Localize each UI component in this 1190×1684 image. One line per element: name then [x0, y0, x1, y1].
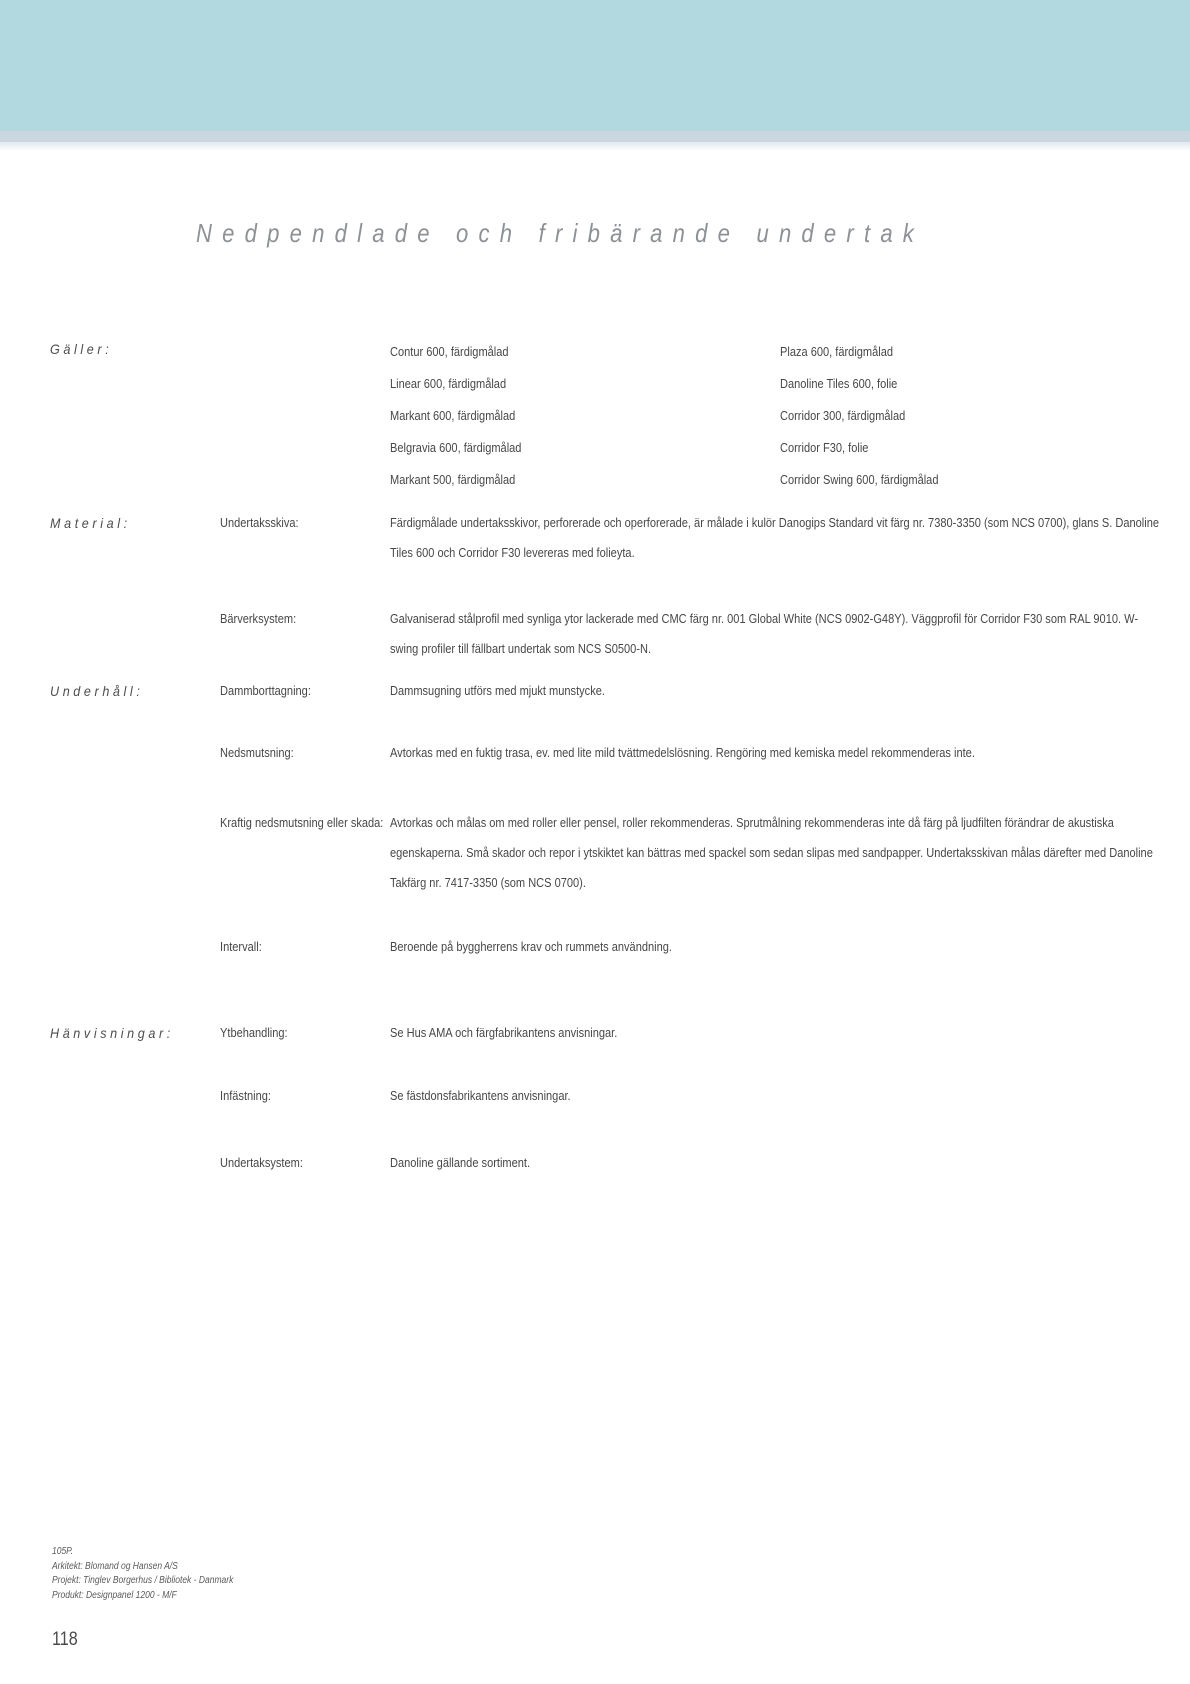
spec-term-kraftig-nedsmutsning: Kraftig nedsmutsning eller skada: [220, 815, 384, 830]
spec-text-infastning: Se fästdonsfabrikantens anvisningar. [390, 1088, 571, 1103]
photo-credits [52, 1545, 233, 1603]
page-number: 118 [52, 1629, 78, 1650]
spec-term-ytbehandling: Ytbehandling: [220, 1025, 288, 1040]
product-item: Linear 600, färdigmålad [390, 376, 507, 391]
spec-term-intervall: Intervall: [220, 939, 262, 954]
spec-term-nedsmutsning: Nedsmutsning: [220, 745, 294, 760]
spec-term-infastning: Infästning: [220, 1088, 271, 1103]
product-list-left [390, 336, 521, 496]
product-item: Belgravia 600, färdigmålad [390, 440, 522, 455]
spec-term-barverksystem: Bärverksystem: [220, 611, 297, 626]
spec-term-undertaksystem: Undertaksystem: [220, 1155, 303, 1170]
spec-text-undertaksystem: Danoline gällande sortiment. [390, 1155, 531, 1170]
spec-text-barverksystem: Galvaniserad stålprofil med synliga ytor lackerade med CMC färg nr. 001 Global White (NCS 0902-G48Y). Väggprofil för Corridor F30 som RAL 9010. W-swing profiler till fällbart undertak som NCS S0500-N. [390, 611, 1139, 656]
spec-text-kraftig-nedsmutsning: Avtorkas och målas om med roller eller pensel, roller rekommenderas. Sprutmålning rekommenderas inte då färg på ljudfilten förändrar de akustiska egenskaperna. Små skador och repor i ytskiktet kan bättras med spackel som sedan slipas med sandpapper. Undertaksskivan målas därefter med Danoline Takfärg nr. 7417-3350 (som NCS 0700). [390, 815, 1153, 890]
product-item: Markant 500, färdigmålad [390, 472, 516, 487]
product-list-right [780, 336, 938, 496]
header-band-edge [0, 131, 1190, 142]
spec-term-dammborttagning: Dammborttagning: [220, 683, 311, 698]
credit-line: Produkt: Designpanel 1200 - M/F [52, 1589, 177, 1601]
product-item: Markant 600, färdigmålad [390, 408, 516, 423]
section-label-galler: Gäller: [50, 341, 113, 357]
product-item: Corridor 300, färdigmålad [780, 408, 906, 423]
page-title: Nedpendlade och fribärande undertak [196, 218, 925, 248]
header-band [0, 0, 1190, 131]
product-item: Plaza 600, färdigmålad [780, 344, 894, 359]
product-item: Corridor Swing 600, färdigmålad [780, 472, 939, 487]
credit-line: Projekt: Tinglev Borgerhus / Bibliotek - Danmark [52, 1575, 234, 1586]
credit-line: 105P. [52, 1546, 74, 1557]
spec-text-ytbehandling: Se Hus AMA och färgfabrikantens anvisningar. [390, 1025, 618, 1040]
product-item: Danoline Tiles 600, folie [780, 376, 898, 391]
credit-line: Arkitekt: Blomand og Hansen A/S [52, 1560, 178, 1572]
spec-text-dammborttagning: Dammsugning utförs med mjukt munstycke. [390, 683, 605, 698]
spec-term-undertaksskiva: Undertaksskiva: [220, 515, 299, 530]
section-label-underhall: Underhåll: [50, 683, 144, 699]
spec-text-intervall: Beroende på byggherrens krav och rummets användning. [390, 939, 672, 954]
section-label-material: Material: [50, 515, 131, 531]
product-item: Contur 600, färdigmålad [390, 344, 509, 359]
spec-text-nedsmutsning: Avtorkas med en fuktig trasa, ev. med lite mild tvättmedelslösning. Rengöring med kemiska medel rekommenderas inte. [390, 745, 975, 760]
section-label-hanvisningar: Hänvisningar: [50, 1025, 174, 1041]
product-item: Corridor F30, folie [780, 440, 869, 455]
header-band-fade [0, 142, 1190, 151]
spec-text-undertaksskiva: Färdigmålade undertaksskivor, perforerade och operforerade, är målade i kulör Danogips Standard vit färg nr. 7380-3350 (som NCS 0700), glans S. Danoline Tiles 600 och Corridor F30 levereras med folieyta. [390, 515, 1160, 560]
